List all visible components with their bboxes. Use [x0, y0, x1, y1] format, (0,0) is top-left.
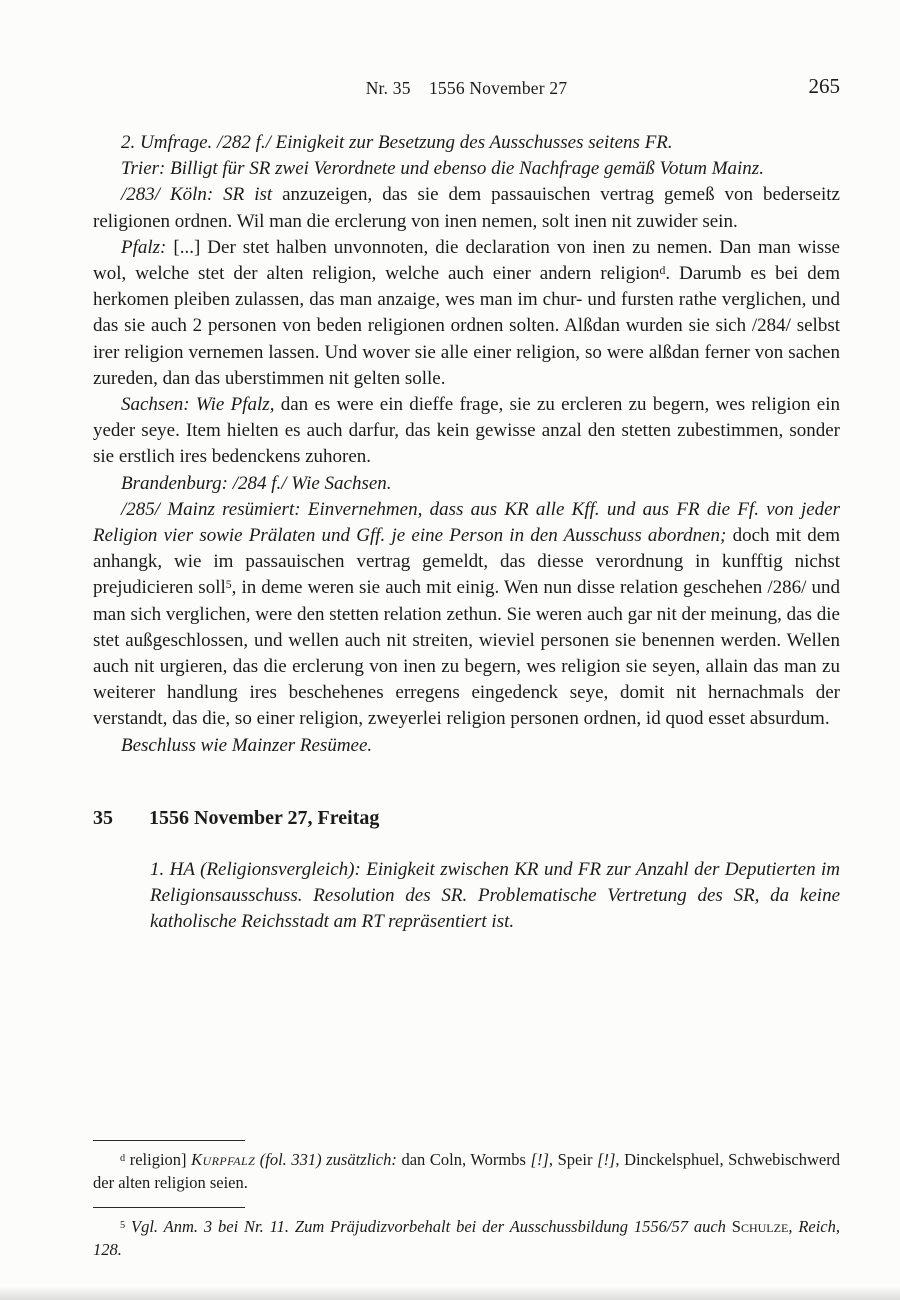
footnote-group: [93, 1140, 840, 1194]
footnote-separator: [93, 1207, 245, 1208]
text-run: Trier: Billigt für SR zwei Verordnete und ebenso die Nachfrage gemäß Votum Mainz.: [121, 158, 764, 180]
page-number: 265: [808, 74, 840, 98]
text-run: 1. HA (Religionsvergleich): Einigkeit zwischen KR und FR zur Anzahl der Deputierten im Religionsausschuss. Resolution des SR. Problematische Vertretung des SR, da keine katholische Reichsstadt am RT repräsentiert ist.: [150, 858, 840, 933]
footnote-group: [93, 1207, 840, 1261]
text-run: Sachsen: Wie Pfalz,: [121, 394, 275, 416]
text-run: /283/ Köln: SR ist: [121, 184, 273, 206]
text-run: . Darumb es bei dem herkomen pleiben zulassen, das man anzaige, wes man im chur- und fursten rathe verglichen, und das sie auch 2 personen von beden religionen ordnen solten. Alßdan wurden sie sich /284/ selbst irer religion vernemen lassen. Und wover sie alle einer religion, so were alßdan ferner von sachen zureden, dan das uberstimmen nit gelten solle.: [93, 263, 840, 389]
text-run: doch mit dem anhangk, wie im passauischen vertrag gemeldt, das diesse verordnung in kunfftig nichst prejudicieren soll: [93, 525, 840, 599]
footnotes-area: [93, 1140, 840, 1261]
section-abstract: [150, 857, 840, 936]
text-run: , Reich, 128.: [93, 1217, 841, 1259]
text-run: anzuzeigen, das sie dem passauischen vertrag gemeß von bederseitz religionen ordnen. Wil man die erclerung von inen nemen, solt inen nit zuwider sein.: [93, 184, 840, 232]
text-run: d: [659, 263, 666, 277]
text-run: 5: [225, 578, 232, 592]
page-header: [93, 74, 840, 106]
text-run: religion]: [125, 1150, 192, 1169]
section-heading: [93, 807, 840, 830]
text-run: d: [120, 1153, 126, 1165]
paragraph: [93, 130, 840, 156]
text-run: /285/ Mainz resümiert: Einvernehmen, dass aus KR alle Kff. und aus FR die Ff. von jeder Religion vier sowie Prälaten und Gff. je eine Person in den Ausschuss abordnen;: [93, 498, 840, 547]
text-run: , in deme weren sie auch mit einig. Wen nun disse relation geschehen /286/ und man sich verglichen, were den stetten relation zethun. Sie weren auch gar nit der meinung, das die stet außgeschlossen, und wellen auch nit streiten, wieviel personen sie benennen werden. Wellen auch nit urgieren, das die erclerung von inen zu begern, wes religion sie seyen, allain das man zu weiterer handlung ires beschehenes erregens eingedenck seye, domit nit hernachmals der verstandt, das die, so einer religion, zweyerlei religion personen ordnen, id quod esset absurdum.: [93, 577, 840, 730]
paragraph: [93, 182, 840, 234]
footnote: [93, 1148, 840, 1194]
text-run: Kurpfalz: [191, 1150, 256, 1169]
paragraph: [93, 392, 840, 471]
text-run: Brandenburg: /284 f./ Wie Sachsen.: [121, 472, 392, 494]
footnote: [93, 1215, 840, 1261]
paragraph: [93, 497, 840, 733]
text-run: 2. Umfrage. /282 f./ Einigkeit zur Besetzung des Ausschusses seitens FR.: [121, 132, 673, 153]
text-run: Vgl. Anm. 3 bei Nr. 11. Zum Präjudizvorbehalt bei der Ausschussbildung 1556/57 auch: [125, 1217, 732, 1236]
text-run: , Speir: [548, 1150, 598, 1169]
running-head: Nr. 35 1556 November 27: [365, 78, 568, 98]
paragraph: [93, 235, 840, 392]
text-run: , Dinckelsphuel, Schwebischwerd der alten religion seien.: [93, 1150, 840, 1192]
text-run: Pfalz:: [121, 236, 167, 258]
paragraph: [93, 156, 840, 182]
text-run: 5: [120, 1220, 126, 1232]
text-run: (fol. 331) zusätzlich:: [255, 1150, 397, 1169]
text-run: [!]: [597, 1150, 616, 1169]
text-run: [!]: [530, 1150, 549, 1169]
section-number: 35: [93, 806, 113, 829]
paragraph: [93, 733, 840, 759]
footnote-separator: [93, 1140, 245, 1141]
paragraph: [93, 471, 840, 497]
text-run: dan es were ein dieffe frage, sie zu ercleren zu begern, wes religion ein yeder seye. Item hielten es auch darfur, das kein gewisse anzal den stetten zubestimmen, sonder sie erstlich ires bedenckens zuhoren.: [93, 394, 840, 468]
section-title: 1556 November 27, Freitag: [149, 806, 380, 829]
text-run: dan Coln, Wormbs: [396, 1150, 531, 1169]
text-run: [...] Der stet halben unvonnoten, die declaration von inen zu nemen. Dan man wisse wol, welche stet der alten religion, welche auch einer andern religion: [93, 236, 840, 285]
body-paragraphs: [93, 130, 840, 759]
scan-edge-shading: [0, 1286, 900, 1300]
text-run: Beschluss wie Mainzer Resümee.: [121, 734, 373, 756]
text-run: Schulze: [731, 1217, 789, 1236]
